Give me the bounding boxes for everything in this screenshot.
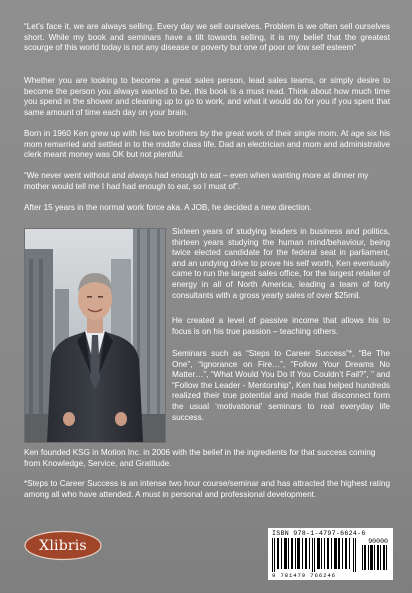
passive-income-paragraph: He created a level of passive income that allows his to focus is on his true passion – teaching others.	[172, 316, 390, 336]
ean-number: 9 781479 766246	[272, 572, 336, 579]
isbn-barcode	[268, 528, 393, 580]
isbn-number: ISBN 978-1-4797-6624-6	[272, 530, 366, 537]
price-barcode-bars	[362, 545, 388, 570]
barcode-bars	[272, 538, 358, 572]
career-change-paragraph: After 15 years in the normal work force aka. A JOB, he decided a new direction.	[24, 203, 312, 212]
seminar-footnote: *Steps to Career Success is an intense two hour course/seminar and has attracted the highest rating among all who have attended. A must in personal and professional development.	[24, 479, 390, 499]
opening-quote: “Let’s face it, we are always selling. Every day we sell ourselves. Problem is we often sell ourselves short. While my book and seminars have a tilt towards selling, it is my belief that the greatest scourge of this world today is not any disease or poverty but one of poor or low self esteem”	[24, 22, 390, 53]
intro-paragraph: Whether you are looking to become a great sales person, lead sales teams, or simply desire to become the person you always wanted to be, this book is a must read. Think about how much time you spend in the shower and cleaning up to go to work, and what it would do for you if you spent that same amount of time each day on your brain.	[24, 76, 390, 117]
author-portrait-image	[24, 228, 166, 443]
xlibris-logo	[23, 530, 103, 561]
childhood-quote: “We never went without and always had enough to eat – even when wanting more at dinner my mother would tell me I had had enough to eat, so I must of”.	[24, 171, 369, 191]
company-paragraph: Ken founded KSG in Motion Inc. in 2006 with the belief in the ingredients for that success coming from Knowledge, Service, and Gratitude.	[24, 448, 376, 468]
logo-text: Xlibris	[39, 537, 87, 554]
leadership-paragraph: Sixteen years of studying leaders in business and politics, thirteen years studying the human mind/behaviour, being twice elected candidate for the federal seat in parliament, and an undying drive to prove his self worth, Ken eventually came to run the largest sales office, for the largest retailer of energy in all of North America, leading a team of forty consultants with a gross yearly sales of over $25mil.	[172, 227, 390, 300]
price-code: 90000	[368, 538, 388, 545]
biography-paragraph: Born in 1960 Ken grew up with his two brothers by the great work of their single mom. At age six his mom remarried and settled in to the middle class life. Dad an electrician and mom and administrative clerk meant money was OK but not plentiful.	[24, 129, 390, 160]
seminars-paragraph: Seminars such as “Steps to Career Success”*, “Be The One”, “Ignorance on Fire…”, “Follow Your Dreams No Matter…”, “What Would You Do If You Couldn’t Fail?”, ” and “Follow the Leader - Mentorship”, Ken has helped hundreds realized their true potential and made that disconnect form the usual ‘motivational’ seminars to real everyday life success.	[172, 349, 390, 422]
